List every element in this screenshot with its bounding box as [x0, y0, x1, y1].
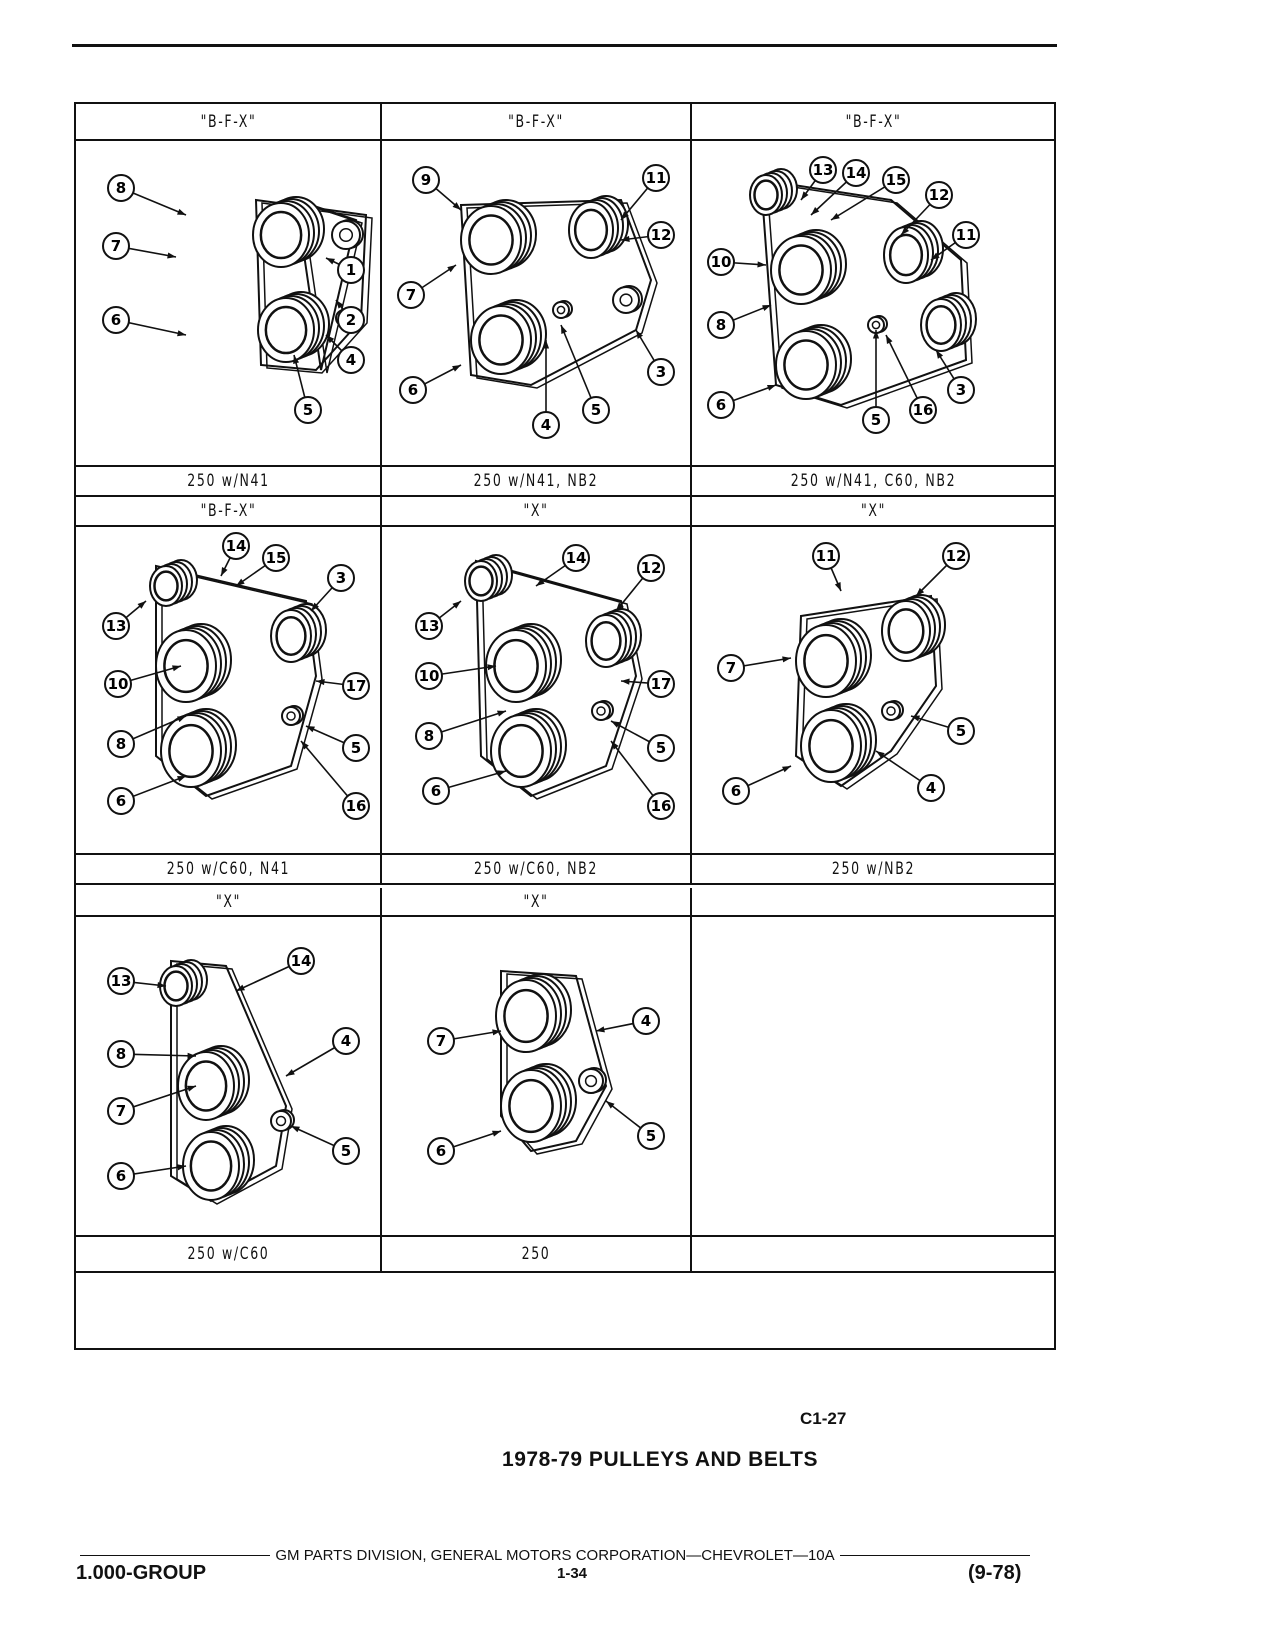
callout-number: 5 — [302, 401, 314, 419]
callout-arrowhead — [452, 365, 461, 372]
callout-arrowhead — [835, 582, 841, 591]
callout-number: 14 — [565, 549, 587, 567]
callout-arrowhead — [757, 261, 766, 267]
rule — [76, 1271, 381, 1273]
callout-number: 5 — [955, 722, 967, 740]
pulley-8 — [156, 624, 231, 702]
crank-top — [253, 197, 324, 267]
panel-caption: 250 — [521, 1244, 551, 1264]
panel-caption: 250 w/N41, C60, NB2 — [790, 471, 957, 491]
pulley-diagram — [76, 526, 381, 854]
power-steer — [613, 286, 642, 313]
callout-number: 6 — [430, 782, 442, 800]
callout-number: 6 — [407, 381, 419, 399]
callout-arrowhead — [831, 213, 840, 220]
panel-caption: 250 w/NB2 — [831, 859, 916, 879]
panel-header: "X" — [215, 892, 242, 912]
callout-number: 5 — [870, 411, 882, 429]
rule — [381, 883, 691, 885]
callout-number: 7 — [725, 659, 737, 677]
callout-number: 10 — [418, 667, 440, 685]
pulley-12 — [884, 221, 943, 283]
panel-header — [724, 888, 1023, 916]
panel-caption: 250 w/C60, N41 — [166, 859, 291, 879]
callout-arrowhead — [497, 711, 506, 717]
water-pump — [332, 220, 363, 249]
callout-arrowhead — [286, 1069, 295, 1076]
callout-number: 17 — [345, 677, 367, 695]
callout-number: 8 — [423, 727, 435, 745]
pulley-diagram — [691, 140, 1056, 466]
callout-arrowhead — [291, 1126, 300, 1132]
rule — [381, 1271, 691, 1273]
panel-caption: 250 w/N41 — [187, 471, 270, 491]
pulley-diagram — [76, 916, 381, 1236]
panel-header: "B-F-X" — [508, 112, 564, 132]
callout-number: 5 — [340, 1142, 352, 1160]
rule — [691, 883, 1056, 885]
callout-arrowhead — [886, 335, 893, 344]
idler — [271, 1110, 294, 1131]
top-rule — [72, 44, 1057, 47]
rule — [76, 883, 381, 885]
callout-number: 16 — [650, 797, 672, 815]
pulley-diagram — [381, 916, 691, 1236]
callout-number: 4 — [925, 779, 937, 797]
panel-header: "X" — [523, 501, 549, 521]
callout-number: 10 — [710, 253, 732, 271]
callout-arrowhead — [221, 567, 228, 576]
footer-dash-right — [840, 1555, 1030, 1556]
idler — [882, 701, 903, 720]
pulley-9 — [461, 200, 536, 274]
pulley-10 — [486, 624, 561, 702]
panel-header: "B-F-X" — [200, 501, 257, 521]
callout-number: 14 — [225, 537, 247, 555]
callout-number: 9 — [420, 171, 432, 189]
panel-header: "B-F-X" — [200, 112, 257, 132]
panel-header: "X" — [523, 892, 549, 912]
callout-number: 11 — [955, 226, 977, 244]
pulley-diagram — [76, 140, 381, 466]
callout-number: 6 — [435, 1142, 447, 1160]
pulley-12 — [882, 595, 945, 661]
callout-number: 5 — [350, 739, 362, 757]
callout-number: 8 — [115, 1045, 127, 1063]
figure-id: C1-27 — [800, 1409, 847, 1428]
callout-number: 6 — [115, 792, 127, 810]
callout-number: 6 — [115, 1167, 127, 1185]
idler — [282, 706, 303, 725]
diagram-panel — [381, 496, 691, 884]
diagram-panel — [76, 496, 381, 884]
idler — [592, 701, 613, 720]
callout-number: 6 — [715, 396, 727, 414]
callout-arrowhead — [767, 385, 776, 391]
callout-number: 13 — [418, 617, 440, 635]
callout-arrowhead — [492, 1131, 501, 1137]
diagram-panel — [691, 888, 1056, 1272]
callout-number: 7 — [435, 1032, 447, 1050]
diagram-panel — [76, 888, 381, 1272]
pulley-diagram — [691, 916, 1056, 1236]
pulley-diagram — [381, 526, 691, 854]
idler — [579, 1068, 606, 1093]
pulley-diagram — [691, 526, 1056, 854]
callout-arrowhead — [326, 258, 335, 264]
callout-arrowhead — [177, 209, 186, 215]
callout-number: 8 — [115, 179, 127, 197]
footer-page-number: 1-34 — [557, 1565, 588, 1582]
panel-caption: 250 w/C60, NB2 — [474, 859, 598, 879]
callout-number: 3 — [655, 363, 667, 381]
callout-number: 12 — [945, 547, 967, 565]
callout-arrowhead — [236, 985, 245, 991]
callout-number: 16 — [345, 797, 367, 815]
footer-dash-left — [80, 1555, 270, 1556]
callout-number: 12 — [650, 226, 672, 244]
callout-arrowhead — [447, 265, 456, 272]
panel-header: "B-F-X" — [845, 112, 902, 132]
callout-number: 10 — [107, 675, 129, 693]
panel-caption — [724, 1236, 1023, 1272]
callout-arrowhead — [782, 766, 791, 772]
callout-number: 4 — [540, 416, 552, 434]
footer-publisher: GM PARTS DIVISION, GENERAL MOTORS CORPORATION—CHEVROLET—10A — [275, 1547, 835, 1564]
pulley-13 — [160, 960, 207, 1006]
pulley-6 — [471, 300, 546, 374]
callout-number: 15 — [265, 549, 287, 567]
pulley-3 — [921, 293, 976, 351]
callout-number: 15 — [885, 171, 907, 189]
callout-number: 12 — [640, 559, 662, 577]
pulley-13 — [750, 169, 797, 215]
callout-number: 5 — [645, 1127, 657, 1145]
callout-number: 12 — [928, 186, 950, 204]
callout-number: 6 — [730, 782, 742, 800]
diagram-panel — [691, 496, 1056, 884]
figure-title: 1978-79 PULLEYS AND BELTS — [502, 1448, 818, 1471]
panel-caption: 250 w/N41, NB2 — [473, 471, 599, 491]
callout-number: 3 — [955, 381, 967, 399]
callout-number: 8 — [715, 316, 727, 334]
callout-number: 13 — [110, 972, 132, 990]
pulley-3 — [271, 604, 326, 662]
pulley-6 — [161, 709, 236, 787]
rule — [691, 1271, 1056, 1273]
pulley-6 — [491, 709, 566, 787]
callout-number: 5 — [655, 739, 667, 757]
callout-number: 6 — [110, 311, 122, 329]
callout-number: 1 — [345, 261, 357, 279]
callout-number: 4 — [340, 1032, 352, 1050]
callout-number: 7 — [110, 237, 122, 255]
panel-header: "X" — [860, 501, 887, 521]
callout-number: 5 — [590, 401, 602, 419]
callout-arrowhead — [167, 252, 176, 258]
diagram-panel — [381, 104, 691, 496]
diagram-panel — [76, 104, 381, 496]
callout-number: 4 — [640, 1012, 652, 1030]
footer-group: 1.000-GROUP — [76, 1562, 207, 1584]
pulley-6 — [776, 325, 851, 399]
diagram-panel — [691, 104, 1056, 496]
callout-number: 11 — [645, 169, 667, 187]
callout-number: 3 — [335, 569, 347, 587]
callout-number: 14 — [290, 952, 312, 970]
footer-date: (9-78) — [968, 1562, 1022, 1584]
pulley-diagram — [381, 140, 691, 466]
callout-number: 17 — [650, 675, 672, 693]
callout-number: 16 — [912, 401, 934, 419]
callout-number: 11 — [815, 547, 837, 565]
pulley-10 — [771, 230, 846, 304]
callout-number: 2 — [345, 311, 357, 329]
pulley-11 — [569, 196, 628, 258]
diagram-panel — [381, 888, 691, 1272]
callout-number: 13 — [812, 161, 834, 179]
callout-number: 8 — [115, 735, 127, 753]
callout-number: 7 — [115, 1102, 127, 1120]
callout-arrowhead — [782, 656, 791, 662]
idler — [553, 301, 572, 318]
callout-number: 7 — [405, 286, 417, 304]
callout-number: 14 — [845, 164, 867, 182]
pulley-6 — [501, 1064, 576, 1142]
pulley-13 — [465, 555, 512, 601]
callout-number: 13 — [105, 617, 127, 635]
panel-caption: 250 w/C60 — [187, 1244, 270, 1264]
callout-arrowhead — [561, 325, 567, 334]
footer-publisher-line — [80, 1547, 1030, 1564]
callout-number: 4 — [345, 351, 357, 369]
idler — [868, 316, 887, 333]
pulley-6 — [183, 1126, 254, 1200]
pulley-diagram-grid — [74, 102, 1056, 1350]
